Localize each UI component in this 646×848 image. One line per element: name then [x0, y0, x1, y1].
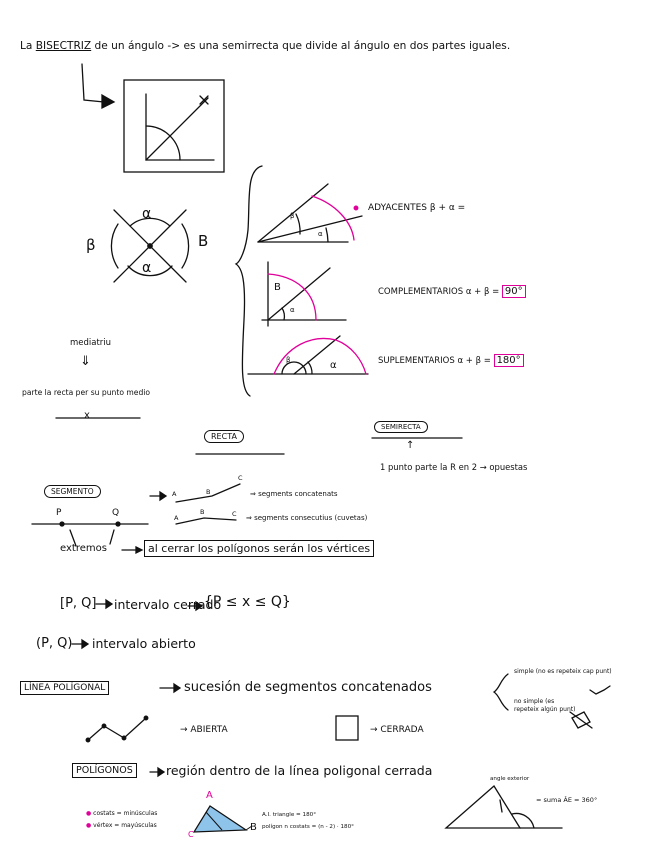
suplementarios-label: SUPLEMENTARIOS	[378, 356, 455, 366]
poligonos-text: región dentro de la línea poligonal cerrada	[166, 763, 433, 778]
poligonos-lados: ● costats = minúsculas	[86, 810, 158, 817]
comp-arc-alpha	[282, 308, 284, 320]
semirecta-note: 1 punto parte la R en 2 → opuestas	[380, 462, 528, 472]
mediatriz-arrow: ⇓	[80, 354, 91, 369]
triangle-C: C	[188, 830, 194, 839]
recta-label: RECTA	[204, 430, 244, 443]
segmento-label: SEGMENTO	[44, 485, 101, 498]
triangle-B: B	[250, 822, 257, 833]
adyacentes-label: ADYACENTES	[368, 203, 427, 213]
exterior-sum: = suma ÂE = 360°	[536, 796, 598, 804]
sup-label-alpha: α	[330, 360, 337, 371]
poligonos-vertex: ● vértex = mayúsculas	[86, 822, 157, 829]
closed-interval-set: {P ≤ x ≤ Q}	[204, 594, 291, 610]
bisector-ray	[146, 98, 208, 160]
sum-polygon: polígon n costats = (n - 2) · 180°	[262, 824, 354, 830]
complementarios-label: COMPLEMENTARIOS	[378, 287, 464, 297]
mediatriz-mark: x	[84, 410, 90, 421]
brace-small	[494, 674, 508, 710]
point-p	[60, 522, 64, 526]
ady-arc-alpha	[326, 228, 328, 242]
open-polyline	[88, 718, 146, 740]
complementarios-row	[378, 286, 526, 297]
curly-brace	[236, 166, 262, 396]
cross-alpha-top: α	[142, 206, 152, 222]
triangle-A: A	[206, 790, 213, 801]
cross-alpha-bottom: α	[142, 260, 152, 276]
closed-interval: [P, Q]	[60, 596, 97, 611]
concat-text: ⇒ segments concatenats	[250, 490, 338, 498]
poligonos-label: POLÍGONOS	[72, 763, 137, 778]
linea-no-simple: no simple (es repeteix algún punt)	[514, 698, 576, 713]
suplementarios-row	[378, 355, 524, 366]
adyacentes-eq: β + α =	[429, 203, 466, 213]
consec-a: A	[174, 514, 179, 522]
cross-beta-left: β	[86, 236, 96, 254]
segment-q: Q	[112, 508, 120, 518]
mediatriz-label: mediatriu	[70, 338, 112, 348]
concat-c: C	[238, 474, 243, 482]
poligonos-vertex-text: vértex = mayúsculas	[93, 822, 157, 829]
complementarios-eq: α + β =	[465, 287, 500, 297]
segment-p: P	[56, 508, 62, 518]
consec-c: C	[232, 510, 237, 518]
mediatriz-text: parte la recta per su punto medio	[22, 388, 151, 397]
linea-abierta: → ABIERTA	[180, 725, 228, 735]
title-suffix: de un ángulo -> es una semirrecta que divide al ángulo en dos partes iguales.	[91, 40, 511, 52]
pointer-arrow-line	[82, 64, 104, 102]
sum-triangle: A.I. triangle = 180°	[262, 812, 316, 818]
closed-square	[336, 716, 358, 740]
consec-segments	[176, 518, 236, 524]
point-q	[116, 522, 120, 526]
linea-label: LÍNEA POLÍGONAL	[20, 681, 109, 695]
exterior-label: angle exterior	[490, 776, 530, 782]
open-interval: (P, Q)	[36, 636, 73, 651]
extremos-label: extremos	[60, 543, 107, 554]
pointer-arrowhead	[102, 95, 114, 108]
sup-label-beta: β	[286, 356, 291, 364]
concat-a: A	[172, 490, 177, 498]
suplementarios-val: 180°	[494, 354, 524, 367]
title-line	[20, 40, 510, 52]
closed-interval-label: intervalo cerrado	[114, 597, 222, 612]
exterior-triangle	[446, 786, 520, 828]
arc-right	[182, 224, 189, 268]
ady-label-alpha: α	[318, 230, 323, 238]
semirecta-arrow: ↑	[406, 440, 415, 451]
consec-text: ⇒ segments consecutius (cuvetas)	[246, 514, 368, 522]
linea-simple: simple (no es repeteix cap punt)	[514, 668, 612, 675]
concat-b: B	[206, 488, 211, 496]
poligonos-lados-text: costats = minúsculas	[93, 810, 158, 817]
sup-arc-alpha	[308, 362, 312, 374]
linea-text: sucesión de segmentos concatenados	[184, 680, 432, 695]
cross-B-right: B	[198, 232, 209, 250]
open-interval-label: intervalo abierto	[92, 636, 196, 651]
semirecta-label: SEMIRECTA	[374, 421, 428, 433]
ady-arc-beta	[296, 214, 300, 234]
extremos-note: al cerrar los polígonos serán los vértices	[144, 540, 374, 557]
no-simple-sketch	[570, 712, 592, 728]
adyacentes-row	[368, 203, 465, 213]
linea-cerrada: → CERRADA	[370, 725, 424, 735]
comp-label-B: B	[274, 282, 281, 293]
complementarios-val: 90°	[502, 285, 526, 298]
bisector-box	[124, 80, 224, 172]
ady-label-beta: β	[290, 212, 295, 220]
simple-sketch	[590, 686, 610, 694]
title-prefix: La	[20, 40, 36, 52]
comp-label-alpha: α	[290, 306, 295, 314]
cross-point	[148, 244, 152, 248]
title-term: BISECTRIZ	[35, 40, 92, 52]
consec-b: B	[200, 508, 205, 516]
suplementarios-eq: α + β =	[457, 356, 491, 366]
arc-left	[111, 224, 118, 268]
